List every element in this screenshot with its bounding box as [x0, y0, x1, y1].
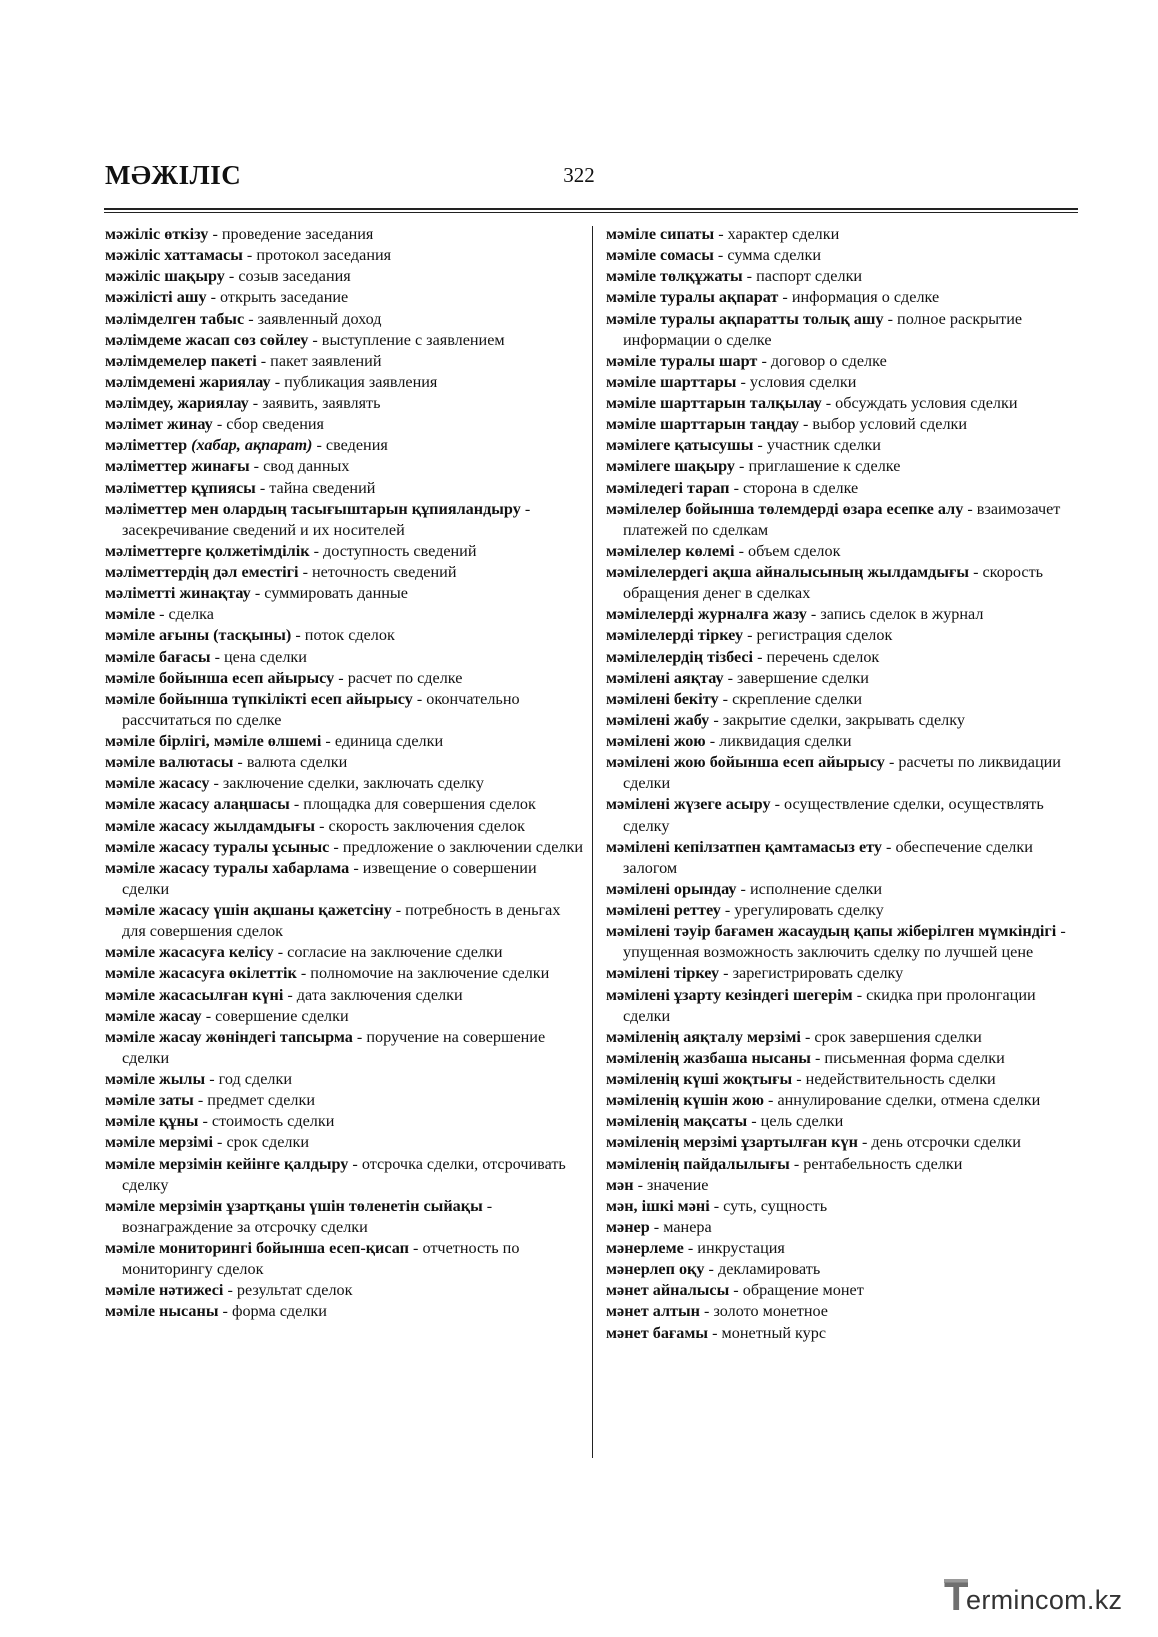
- entry-term: мәмілелерді тіркеу: [606, 626, 744, 645]
- entry-definition: - осуществление сделки, осуществлять сделку: [623, 795, 1044, 835]
- entry-definition: - тайна сведений: [255, 478, 376, 497]
- entry-term: мәміле жасасу туралы ұсыныс: [105, 837, 330, 856]
- dictionary-entry: [606, 1154, 1076, 1175]
- dictionary-entry: [105, 372, 583, 393]
- entry-definition: - суммировать данные: [250, 584, 408, 603]
- entry-definition: - завершение сделки: [723, 668, 869, 687]
- entry-definition: - значение: [633, 1175, 709, 1194]
- dictionary-entry: [105, 858, 583, 900]
- dictionary-entry: [606, 794, 1076, 836]
- entry-definition: - полное раскрытие информации о сделке: [623, 309, 1023, 349]
- entry-definition: - зарегистрировать сделку: [719, 964, 904, 983]
- dictionary-entry: [606, 1132, 1076, 1153]
- entry-term: мәмілені бекіту: [606, 689, 719, 708]
- entry-term: мәнет алтын: [606, 1302, 700, 1321]
- dictionary-entry: [105, 499, 583, 541]
- entry-definition: - участник сделки: [753, 436, 881, 455]
- dictionary-entry: [105, 963, 583, 984]
- entry-term: мәміле жылы: [105, 1070, 206, 1088]
- dictionary-entry: [606, 689, 1076, 710]
- entry-term: мәнет бағамы: [606, 1323, 709, 1342]
- entry-term: мәлімдеме жасап сөз сөйлеу: [105, 330, 309, 349]
- entry-definition: - письменная форма сделки: [810, 1048, 1005, 1067]
- entry-term: мәміле бойынша түпкілікті есеп айырысу: [105, 689, 413, 708]
- entry-term: мәміле туралы ақпаратты толық ашу: [606, 309, 884, 328]
- logo-text: ermincom.kz: [966, 1585, 1123, 1615]
- dictionary-entry: [606, 309, 1076, 351]
- entry-definition: - аннулирование сделки, отмена сделки: [763, 1091, 1041, 1110]
- dictionary-entry: [105, 816, 583, 837]
- entry-definition: - потребность в деньгах для совершения сделок: [122, 901, 561, 941]
- dictionary-entry: [105, 647, 583, 668]
- entry-definition: - манера: [649, 1217, 712, 1236]
- dictionary-entry: [105, 604, 583, 625]
- entry-term: мәліметтер мен олардың тасығыштарын құпияландыру: [105, 499, 521, 518]
- entry-term: мәміле жасау жөніндегі тапсырма: [105, 1027, 353, 1046]
- entry-definition: - совершение сделки: [201, 1006, 349, 1025]
- entry-term: мәміле бойынша есеп айырысу: [105, 668, 335, 687]
- entry-term: мәміле шарттарын таңдау: [606, 415, 799, 434]
- entry-term: мәміле төлқұжаты: [606, 267, 743, 286]
- dictionary-entry: [606, 1323, 1076, 1344]
- entry-definition: - расчеты по ликвидации сделки: [623, 753, 1061, 793]
- dictionary-entry: [105, 689, 583, 731]
- entry-definition: - свод данных: [249, 457, 350, 476]
- entry-term: мәлімделген табыс: [105, 309, 245, 328]
- dictionary-entry: [606, 1217, 1076, 1238]
- entry-term: мәліметтер құпиясы: [105, 478, 256, 497]
- dictionary-entry: [105, 942, 583, 963]
- entry-definition: - приглашение к сделке: [734, 457, 901, 476]
- entry-term: мәміле нысаны: [105, 1302, 219, 1321]
- dictionary-entry: [606, 1069, 1076, 1090]
- entry-definition: - упущенная возможность заключить сделку по лучшей цене: [623, 922, 1066, 962]
- entry-definition: - недействительность сделки: [792, 1070, 996, 1088]
- entry-term: мән, ішкі мәні: [606, 1196, 710, 1215]
- dictionary-entry: [105, 583, 583, 604]
- dictionary-entry: [105, 541, 583, 562]
- entry-term: мәмілені реттеу: [606, 901, 721, 919]
- entry-definition: - созыв заседания: [224, 267, 351, 286]
- entry-term: мәмілені тәуір бағамен жасаудың қапы жіберілген мүмкіндігі: [606, 922, 1057, 941]
- dictionary-entry: [606, 393, 1076, 414]
- right-column: [606, 224, 1076, 1344]
- entry-definition: - обращение монет: [729, 1281, 864, 1300]
- dictionary-entry: [105, 752, 583, 773]
- entry-term: мәмілені кепілзатпен қамтамасыз ету: [606, 837, 882, 856]
- entry-term: мәмiледегi тарап: [606, 478, 730, 497]
- entry-definition: - сбор сведения: [212, 415, 324, 434]
- entry-term: мәмілеге шақыру: [606, 457, 735, 476]
- dictionary-entry: [105, 1006, 583, 1027]
- entry-definition: - пакет заявлений: [256, 351, 382, 370]
- dictionary-entry: [105, 1238, 583, 1280]
- entry-term: мәміле мониторингі бойынша есеп-қисап: [105, 1239, 409, 1257]
- entry-definition: - поручение на совершение сделки: [122, 1027, 546, 1067]
- entry-term: мәліметтер жинағы: [105, 457, 250, 476]
- entry-definition: - объем сделок: [734, 541, 841, 560]
- entry-definition: - сведения: [312, 436, 388, 455]
- entry-definition: - проведение заседания: [208, 225, 374, 243]
- entry-definition: - предмет сделки: [193, 1091, 316, 1110]
- entry-term: мәміле бірлігі, мәміле өлшемі: [105, 732, 322, 750]
- dictionary-entry: [105, 1090, 583, 1111]
- entry-term: мәлімдемелер пакеті: [105, 351, 257, 370]
- entry-term: мәлімет жинау: [105, 415, 213, 434]
- entry-term: мәміленің мерзімі ұзартылған күн: [606, 1133, 858, 1152]
- dictionary-entry: [606, 1259, 1076, 1280]
- dictionary-entry: [606, 731, 1076, 752]
- dictionary-entry: [606, 647, 1076, 668]
- dictionary-entry: [606, 1238, 1076, 1259]
- entry-term: мәміле нәтижесі: [105, 1281, 224, 1300]
- entry-term: мәмілені орындау: [606, 879, 737, 898]
- entry-term: мәмілені ұзарту кезіндегі шегерім: [606, 985, 853, 1004]
- dictionary-entry: [606, 499, 1076, 541]
- entry-term: мәміленің мақсаты: [606, 1112, 748, 1131]
- page-number: 322: [563, 163, 595, 187]
- entry-definition: - площадка для совершения сделок: [289, 795, 536, 814]
- dictionary-entry: [105, 1132, 583, 1153]
- dictionary-entry: [105, 245, 583, 266]
- dictionary-entry: [606, 1175, 1076, 1196]
- entry-definition: - вознаграждение за отсрочку сделки: [122, 1196, 493, 1236]
- dictionary-entry: [606, 625, 1076, 646]
- entry-definition: - регистрация сделок: [743, 626, 893, 645]
- entry-definition: - информация о сделке: [778, 288, 940, 307]
- entry-definition: - сделка: [155, 605, 214, 624]
- entry-definition: - предложение о заключении сделки: [329, 837, 584, 856]
- entry-definition: - монетный курс: [708, 1323, 827, 1342]
- entry-term: мәміленің күшін жою: [606, 1091, 764, 1110]
- dictionary-entry: [105, 1069, 583, 1090]
- entry-term: мәміле шарттары: [606, 372, 737, 391]
- dictionary-entry: [606, 1090, 1076, 1111]
- dictionary-entry: [606, 1111, 1076, 1132]
- entry-term: мәміле жасасуға өкілеттік: [105, 964, 297, 983]
- entry-definition: - договор о сделке: [757, 351, 887, 370]
- dictionary-entry: [105, 668, 583, 689]
- dictionary-entry: [606, 372, 1076, 393]
- entry-term: мәнет айналысы: [606, 1281, 730, 1300]
- dictionary-entry: [105, 794, 583, 815]
- dictionary-entry: [105, 224, 583, 245]
- dictionary-entry: [606, 1196, 1076, 1217]
- dictionary-entry: [606, 837, 1076, 879]
- entry-definition: - результат сделок: [223, 1281, 353, 1300]
- entry-definition: - день отсрочки сделки: [857, 1133, 1021, 1152]
- dictionary-entry: [105, 330, 583, 351]
- entry-term: мәміле құны: [105, 1112, 199, 1131]
- dictionary-entry: [606, 604, 1076, 625]
- dictionary-entry: [606, 245, 1076, 266]
- entry-term: мәліметтерге қолжетімділік: [105, 541, 310, 560]
- entry-definition: - отчетность по мониторингу сделок: [122, 1239, 520, 1279]
- entry-definition: - неточность сведений: [298, 563, 457, 581]
- entry-term: мәміле жасасу туралы хабарлама: [105, 858, 350, 877]
- entry-definition: - обеспечение сделки залогом: [623, 837, 1033, 877]
- entry-definition: - поток сделок: [291, 626, 395, 645]
- dictionary-entry: [606, 562, 1076, 604]
- entry-term: мәміле туралы шарт: [606, 351, 758, 370]
- column-divider: [592, 226, 593, 1458]
- entry-term: мәлімдеу, жариялау: [105, 394, 249, 412]
- entry-term: мәміле туралы ақпарат: [606, 288, 779, 307]
- header-rule-thin: [104, 212, 1078, 213]
- dictionary-entry: [606, 478, 1076, 499]
- entry-term: мәміле сомасы: [606, 246, 714, 265]
- entry-term: мәміле сипаты: [606, 225, 715, 243]
- entry-definition: - цель сделки: [747, 1112, 844, 1131]
- entry-definition: - обсуждать условия сделки: [821, 394, 1018, 412]
- dictionary-entry: [606, 287, 1076, 308]
- dictionary-entry: [606, 668, 1076, 689]
- entry-definition: - золото монетное: [699, 1302, 828, 1321]
- dictionary-entry: [606, 1027, 1076, 1048]
- entry-definition: - расчет по сделке: [334, 668, 463, 687]
- entry-definition: - урегулировать сделку: [720, 901, 884, 919]
- dictionary-entry: [105, 985, 583, 1006]
- entry-definition: - полномочие на заключение сделки: [296, 964, 550, 983]
- entry-term: мәмілені жою бойынша есеп айырысу: [606, 753, 885, 772]
- entry-definition: - закрытие сделки, закрывать сделку: [709, 710, 965, 729]
- entry-term: мәмілелер бойынша төлемдерді өзара есепке алу: [606, 499, 964, 518]
- entry-definition: - сумма сделки: [713, 246, 822, 265]
- entry-term: мәмілелердің тізбесі: [606, 647, 754, 666]
- entry-term: мәліметті жинақтау: [105, 584, 251, 603]
- dictionary-entry: [606, 752, 1076, 794]
- entry-term: мәмілені тіркеу: [606, 964, 720, 983]
- entry-definition: - перечень сделок: [753, 647, 880, 666]
- entry-term: мәміле мерзімін кейінге қалдыру: [105, 1154, 349, 1173]
- entry-term-italic: (хабар, ақпарат): [191, 436, 313, 455]
- entry-definition: - взаимозачет платежей по сделкам: [623, 499, 1061, 539]
- dictionary-entry: [105, 287, 583, 308]
- dictionary-entry: [105, 837, 583, 858]
- entry-definition: - цена сделки: [210, 647, 307, 666]
- entry-definition: - протокол заседания: [242, 246, 392, 265]
- entry-term: мәліметтердің дәл еместігі: [105, 563, 299, 581]
- entry-term: мәміле мерзімі: [105, 1133, 213, 1152]
- entry-definition: - скидка при пролонгации сделки: [623, 985, 1036, 1025]
- entry-definition: - валюта сделки: [233, 753, 348, 772]
- dictionary-entry: [606, 435, 1076, 456]
- dictionary-entry: [606, 541, 1076, 562]
- entry-term: мәжіліс хаттамасы: [105, 246, 243, 265]
- entry-term: мәміле жасасылған күні: [105, 985, 284, 1004]
- entry-definition: - ликвидация сделки: [705, 732, 852, 750]
- dictionary-entry: [105, 1154, 583, 1196]
- dictionary-entry: [105, 1280, 583, 1301]
- entry-term: мәміле ағыны (тасқыны): [105, 626, 292, 645]
- entry-term: мәміле мерзімін ұзартқаны үшін төленетін сыйақы: [105, 1196, 483, 1215]
- dictionary-entry: [606, 1301, 1076, 1322]
- entry-term: мәмілені жабу: [606, 710, 710, 729]
- entry-term: мәміле жасасу жылдамдығы: [105, 816, 316, 835]
- entry-definition: - инкрустация: [683, 1239, 785, 1257]
- entry-term: мәміле шарттарын талқылау: [606, 394, 822, 412]
- entry-term: мәміле жасау: [105, 1006, 202, 1025]
- left-column: [105, 224, 583, 1323]
- entry-definition: - заявить, заявлять: [248, 394, 381, 412]
- entry-definition: - рентабельность сделки: [789, 1154, 963, 1173]
- dictionary-entry: [105, 773, 583, 794]
- header-rule-thick: [104, 208, 1078, 210]
- entry-term: мәміле: [105, 605, 156, 624]
- entry-term: мәмілелерді журналға жазу: [606, 605, 807, 624]
- entry-definition: - согласие на заключение сделки: [273, 943, 503, 962]
- entry-definition: - засекречивание сведений и их носителей: [122, 499, 531, 539]
- dictionary-entry: [105, 351, 583, 372]
- dictionary-entry: [105, 731, 583, 752]
- dictionary-entry: [105, 478, 583, 499]
- entry-definition: - исполнение сделки: [736, 879, 883, 898]
- dictionary-entry: [606, 710, 1076, 731]
- dictionary-entry: [606, 351, 1076, 372]
- entry-term: мәліметтер: [105, 436, 192, 455]
- entry-term: мәмілеге қатысушы: [606, 436, 754, 455]
- entry-definition: - срок завершения сделки: [800, 1027, 982, 1046]
- entry-definition: - срок сделки: [213, 1133, 309, 1152]
- entry-term: мәлімдемені жариялау: [105, 372, 271, 391]
- dictionary-entry: [606, 266, 1076, 287]
- entry-term: мәмілені аяқтау: [606, 668, 724, 687]
- entry-definition: - заявленный доход: [244, 309, 382, 328]
- entry-definition: - год сделки: [205, 1070, 292, 1088]
- entry-term: мәміленің аяқталу мерзімі: [606, 1027, 801, 1046]
- dictionary-entry: [105, 414, 583, 435]
- entry-term: мәміле жасасуға келісу: [105, 943, 274, 962]
- entry-definition: - доступность сведений: [309, 541, 477, 560]
- entry-term: мәміле бағасы: [105, 647, 211, 666]
- entry-definition: - скорость заключения сделок: [315, 816, 525, 835]
- dictionary-entry: [606, 1280, 1076, 1301]
- entry-definition: - заключение сделки, заключать сделку: [209, 774, 484, 793]
- entry-term: мәмілелердегі ақша айналысының жылдамдығы: [606, 563, 970, 581]
- entry-definition: - выступление с заявлением: [308, 330, 505, 349]
- entry-definition: - публикация заявления: [270, 372, 438, 391]
- entry-definition: - декламировать: [704, 1260, 821, 1279]
- dictionary-entry: [105, 456, 583, 477]
- entry-term: мәміле валютасы: [105, 753, 234, 772]
- entry-term: мәміле жасасу үшін ақшаны қажетсіну: [105, 901, 392, 919]
- entry-definition: - скрепление сделки: [718, 689, 863, 708]
- entry-term: мәміле заты: [105, 1091, 194, 1110]
- entry-term: мәміленің жазбаша нысаны: [606, 1048, 811, 1067]
- entry-term: мәжіліс өткізу: [105, 225, 209, 243]
- entry-term: мәміле жасасу алаңшасы: [105, 795, 290, 814]
- entry-definition: - сторона в сделке: [729, 478, 859, 497]
- logo-initial: T: [944, 1575, 969, 1619]
- dictionary-entry: [606, 879, 1076, 900]
- entry-term: мәмілелер көлемі: [606, 541, 735, 560]
- dictionary-entry: [105, 1027, 583, 1069]
- dictionary-entry: [105, 393, 583, 414]
- dictionary-entry: [105, 1301, 583, 1322]
- entry-definition: - дата заключения сделки: [283, 985, 463, 1004]
- entry-definition: - извещение о совершении сделки: [122, 858, 537, 898]
- entry-term: мәжілісті ашу: [105, 288, 207, 307]
- dictionary-entry: [606, 456, 1076, 477]
- entry-definition: - условия сделки: [736, 372, 857, 391]
- entry-term: мәнерлеп оқу: [606, 1260, 705, 1279]
- dictionary-entry: [606, 963, 1076, 984]
- entry-definition: - форма сделки: [218, 1302, 327, 1321]
- entry-term: мәміленің пайдалылығы: [606, 1154, 790, 1173]
- dictionary-entry: [606, 224, 1076, 245]
- entry-definition: - паспорт сделки: [742, 267, 863, 286]
- entry-definition: - отсрочка сделки, отсрочивать сделку: [122, 1154, 566, 1194]
- dictionary-entry: [606, 921, 1076, 963]
- dictionary-entry: [606, 1048, 1076, 1069]
- dictionary-entry: [105, 266, 583, 287]
- dictionary-entry: [606, 900, 1076, 921]
- dictionary-entry: [606, 414, 1076, 435]
- entry-definition: - единица сделки: [321, 732, 444, 750]
- entry-definition: - запись сделок в журнал: [806, 605, 984, 624]
- dictionary-entry: [105, 1196, 583, 1238]
- dictionary-entry: [105, 900, 583, 942]
- dictionary-entry: [606, 985, 1076, 1027]
- running-head: МӘЖІЛІС: [105, 160, 242, 190]
- entry-term: мәміленің күші жоқтығы: [606, 1070, 793, 1088]
- entry-definition: - выбор условий сделки: [798, 415, 968, 434]
- entry-definition: - характер сделки: [714, 225, 840, 243]
- entry-definition: - скорость обращения денег в сделках: [623, 563, 1044, 603]
- dictionary-entry: [105, 625, 583, 646]
- entry-term: мәжіліс шақыру: [105, 267, 225, 286]
- entry-term: мәнерлеме: [606, 1239, 684, 1257]
- entry-term: мәмілені жүзеге асыру: [606, 795, 771, 814]
- entry-definition: - суть, сущность: [709, 1196, 828, 1215]
- entry-definition: - стоимость сделки: [198, 1112, 335, 1131]
- entry-term: мән: [606, 1175, 634, 1194]
- entry-term: мәнер: [606, 1217, 650, 1236]
- dictionary-entry: [105, 435, 583, 456]
- dictionary-entry: [105, 309, 583, 330]
- entry-term: мәміле жасасу: [105, 774, 210, 793]
- dictionary-entry: [105, 1111, 583, 1132]
- entry-definition: - окончательно рассчитаться по сделке: [122, 689, 520, 729]
- entry-definition: - открыть заседание: [206, 288, 349, 307]
- termincom-logo: [944, 1573, 1154, 1617]
- entry-term: мәмілені жою: [606, 732, 706, 750]
- dictionary-entry: [105, 562, 583, 583]
